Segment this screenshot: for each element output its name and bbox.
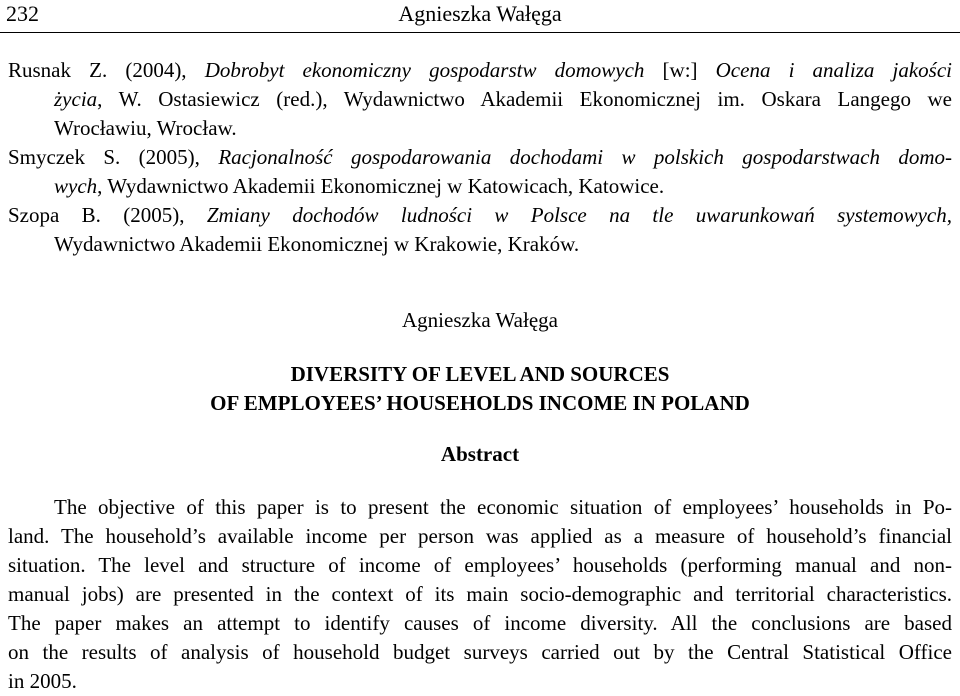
article-title (0, 360, 960, 418)
reference-text: Wrocławiu, Wrocław. (54, 116, 237, 140)
reference-title: Racjonalność gospodarowania dochodami w polskich gospodarstwach domo- (218, 145, 952, 169)
reference-title: życia (54, 87, 98, 111)
abstract-line: on the results of analysis of household budget surveys carried out by the Central Statistical Office (8, 640, 952, 664)
abstract-heading: Abstract (440, 442, 520, 466)
reference-text: , Wydawnictwo Akademii Ekonomicznej w Katowicach, Katowice. (97, 174, 665, 198)
running-head: Agnieszka Wałęga (398, 1, 562, 26)
reference-title: Zmiany dochodów ludności w Polsce na tle uwarunkowań systemowych, (206, 203, 952, 227)
reference-text: Smyczek S. (2005), (8, 145, 219, 169)
page-number: 232 (6, 1, 39, 26)
reference-item (8, 201, 952, 259)
title-line: OF EMPLOYEES’ HOUSEHOLDS INCOME IN POLAND (210, 391, 750, 415)
reference-text: Rusnak Z. (2004), (8, 58, 205, 82)
reference-title: wych (54, 174, 98, 198)
abstract-line: land. The household’s available income per person was applied as a measure of household’s financial (8, 524, 952, 548)
abstract-body (8, 493, 952, 696)
abstract-line: The objective of this paper is to present the economic situation of employees’ households in Po- (54, 495, 952, 519)
page-header (0, 0, 960, 33)
article-author: Agnieszka Wałęga (402, 308, 558, 332)
title-line: DIVERSITY OF LEVEL AND SOURCES (290, 362, 670, 386)
reference-text: [w:] (644, 58, 716, 82)
reference-title: Ocena i analiza jakości (715, 58, 952, 82)
reference-text: , W. Ostasiewicz (red.), Wydawnictwo Akademii Ekonomicznej im. Oskara Langego we (97, 87, 952, 111)
abstract-line: manual jobs) are presented in the context of its main socio-demographic and territorial characteristics. (8, 582, 952, 606)
abstract-line: The paper makes an attempt to identify causes of income diversity. All the conclusions are based (8, 611, 952, 635)
reference-text: Szopa B. (2005), (8, 203, 207, 227)
reference-title: Dobrobyt ekonomiczny gospodarstw domowych (204, 58, 645, 82)
reference-item (8, 56, 952, 143)
reference-list (8, 56, 952, 259)
reference-text: Wydawnictwo Akademii Ekonomicznej w Krakowie, Kraków. (54, 232, 580, 256)
abstract-line: in 2005. (8, 669, 77, 693)
abstract-line: situation. The level and structure of income of employees’ households (performing manual and non- (8, 553, 952, 577)
reference-item (8, 143, 952, 201)
